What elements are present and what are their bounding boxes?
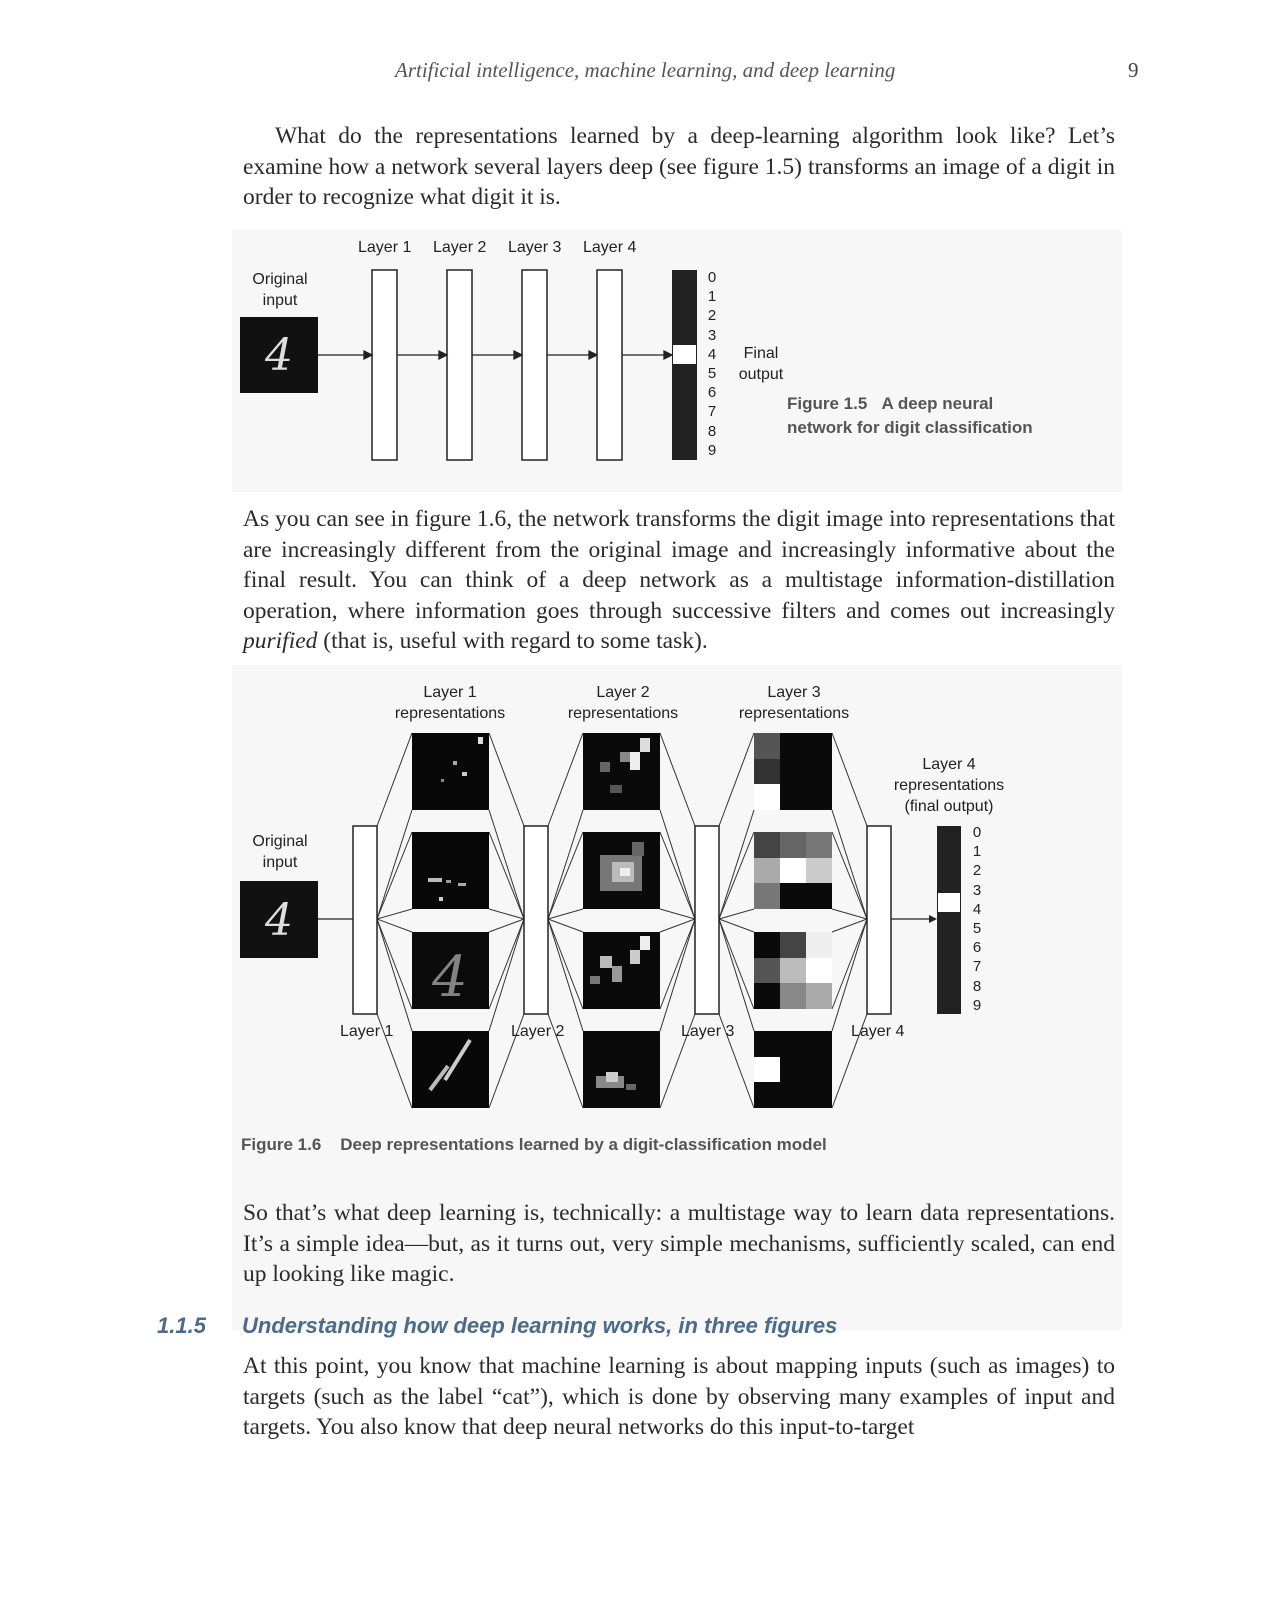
fig16-digit: 2 <box>972 862 982 880</box>
fig16-output-bar <box>937 826 961 1014</box>
fig16-digit: 9 <box>972 996 982 1014</box>
paragraph-4 <box>243 1351 1115 1443</box>
fig16-caption <box>241 1135 827 1155</box>
fig16-final-line3: (final output) <box>904 798 994 815</box>
paragraph-3 <box>243 1198 1115 1290</box>
svg-text:4: 4 <box>432 945 468 1010</box>
fig16-rep3-label <box>724 682 864 724</box>
fig16-rep3-line2: representations <box>738 705 850 722</box>
fig15-digit: 1 <box>707 288 717 306</box>
fig16-rep2-line2: representations <box>567 705 679 722</box>
fig16-output-arrowhead <box>929 915 937 923</box>
fig15-digit: 3 <box>707 326 717 344</box>
fig16-final-label <box>884 754 1014 817</box>
fig16-digit: 0 <box>972 824 982 841</box>
paragraph-1-text: What do the representations learned by a deep-learning algorithm look like? Let’s examine how a network several layers deep (see figure 1.5) transforms an image of a digit in order to recognize what digit it is. <box>243 123 1115 210</box>
paragraph-2-part1: As you can see in figure 1.6, the network transforms the digit image into representations that are increasingly different from the original image and increasingly informative about the final result. You can think of a deep network as a multistage information-distillation operation, where information goes through successive filters and comes out increasingly <box>243 506 1115 624</box>
fig15-caption-label: Figure 1.5 <box>787 394 868 413</box>
fig16-original-line2: input <box>262 854 298 871</box>
fig16-rep3-images <box>754 733 832 1108</box>
running-title: Artificial intelligence, machine learning, and deep learning <box>395 58 896 82</box>
fig16-rep1-line1: Layer 1 <box>423 684 477 701</box>
fig16-original-input-label <box>240 831 320 873</box>
fig15-digit: 0 <box>707 269 717 286</box>
section-number: 1.1.5 <box>157 1313 206 1338</box>
fig16-rep3-line1: Layer 3 <box>767 684 821 701</box>
fig15-input-digit: 4 <box>265 330 293 381</box>
fig16-digit-list <box>967 823 987 1015</box>
fig15-layer3-label: Layer 3 <box>508 239 562 256</box>
fig16-digit: 6 <box>972 939 982 957</box>
fig16-layer2-box <box>524 826 548 1014</box>
fig16-output-highlight <box>938 893 960 912</box>
fig16-layer2-label: Layer 2 <box>511 1023 565 1040</box>
fig16-rep1-images <box>412 733 489 1108</box>
fig15-caption-line1: A deep neural <box>881 394 994 413</box>
fig16-final-line2: representations <box>893 777 1005 794</box>
fig16-layer4-label: Layer 4 <box>851 1023 905 1040</box>
fig15-layer4-label: Layer 4 <box>583 239 637 256</box>
fig15-digit: 2 <box>707 307 717 325</box>
fig15-digit: 9 <box>707 441 717 459</box>
fig16-digit: 1 <box>972 843 982 861</box>
fig16-rep2-images <box>583 733 660 1108</box>
paragraph-2-emphasis: purified <box>243 628 318 654</box>
paragraph-2-part2: (that is, useful with regard to some task). <box>317 628 708 654</box>
fig15-digit: 7 <box>707 403 717 421</box>
fig15-layer1-label: Layer 1 <box>358 239 412 256</box>
fig15-digit: 4 <box>707 345 717 363</box>
page-number: 9 <box>1128 58 1139 82</box>
section-title: Understanding how deep learning works, in three figures <box>242 1313 838 1338</box>
fig15-final-line2: output <box>738 366 784 383</box>
fig15-final-line1: Final <box>743 345 779 362</box>
fig16-digit: 7 <box>972 958 982 976</box>
fig15-digit: 5 <box>707 365 717 383</box>
fig16-original-line1: Original <box>252 833 308 850</box>
fig16-caption-label: Figure 1.6 <box>241 1135 322 1154</box>
fig16-layer3-box <box>695 826 719 1014</box>
fig16-digit: 3 <box>972 881 982 899</box>
fig16-digit: 8 <box>972 977 982 995</box>
fig16-caption-text: Deep representations learned by a digit-classification model <box>340 1135 827 1154</box>
fig16-input-digit: 4 <box>265 895 293 946</box>
fig15-digit: 6 <box>707 384 717 402</box>
fig16-rep2-label <box>553 682 693 724</box>
fig16-layer4-box <box>867 826 891 1014</box>
fig16-digit: 5 <box>972 920 982 938</box>
fig16-layer1-box <box>353 826 377 1014</box>
paragraph-4-text: At this point, you know that machine learning is about mapping inputs (such as images) to targets (such as the label “cat”), which is done by observing many examples of input and targets. You also know that deep neural networks do this input-to-target <box>243 1353 1115 1440</box>
fig16-layer1-label: Layer 1 <box>340 1023 394 1040</box>
fig15-original-line1: Original <box>252 271 308 288</box>
fig15-digit: 8 <box>707 422 717 440</box>
fig16-rep1-label <box>380 682 520 724</box>
fig15-caption-line2: network for digit classification <box>787 418 1033 437</box>
fig16-layer3-label: Layer 3 <box>681 1023 735 1040</box>
fig16-digit: 4 <box>972 900 982 918</box>
fig16-rep1-line2: representations <box>394 705 506 722</box>
fig15-original-line2: input <box>262 292 298 309</box>
fig15-layer2-label: Layer 2 <box>433 239 487 256</box>
fig16-rep2-line1: Layer 2 <box>596 684 650 701</box>
paragraph-3-text: So that’s what deep learning is, technically: a multistage way to learn data representations. It’s a simple idea—but, as it turns out, very simple mechanisms, sufficiently scaled, can end up looking like magic. <box>243 1200 1115 1287</box>
fig16-final-line1: Layer 4 <box>922 756 976 773</box>
